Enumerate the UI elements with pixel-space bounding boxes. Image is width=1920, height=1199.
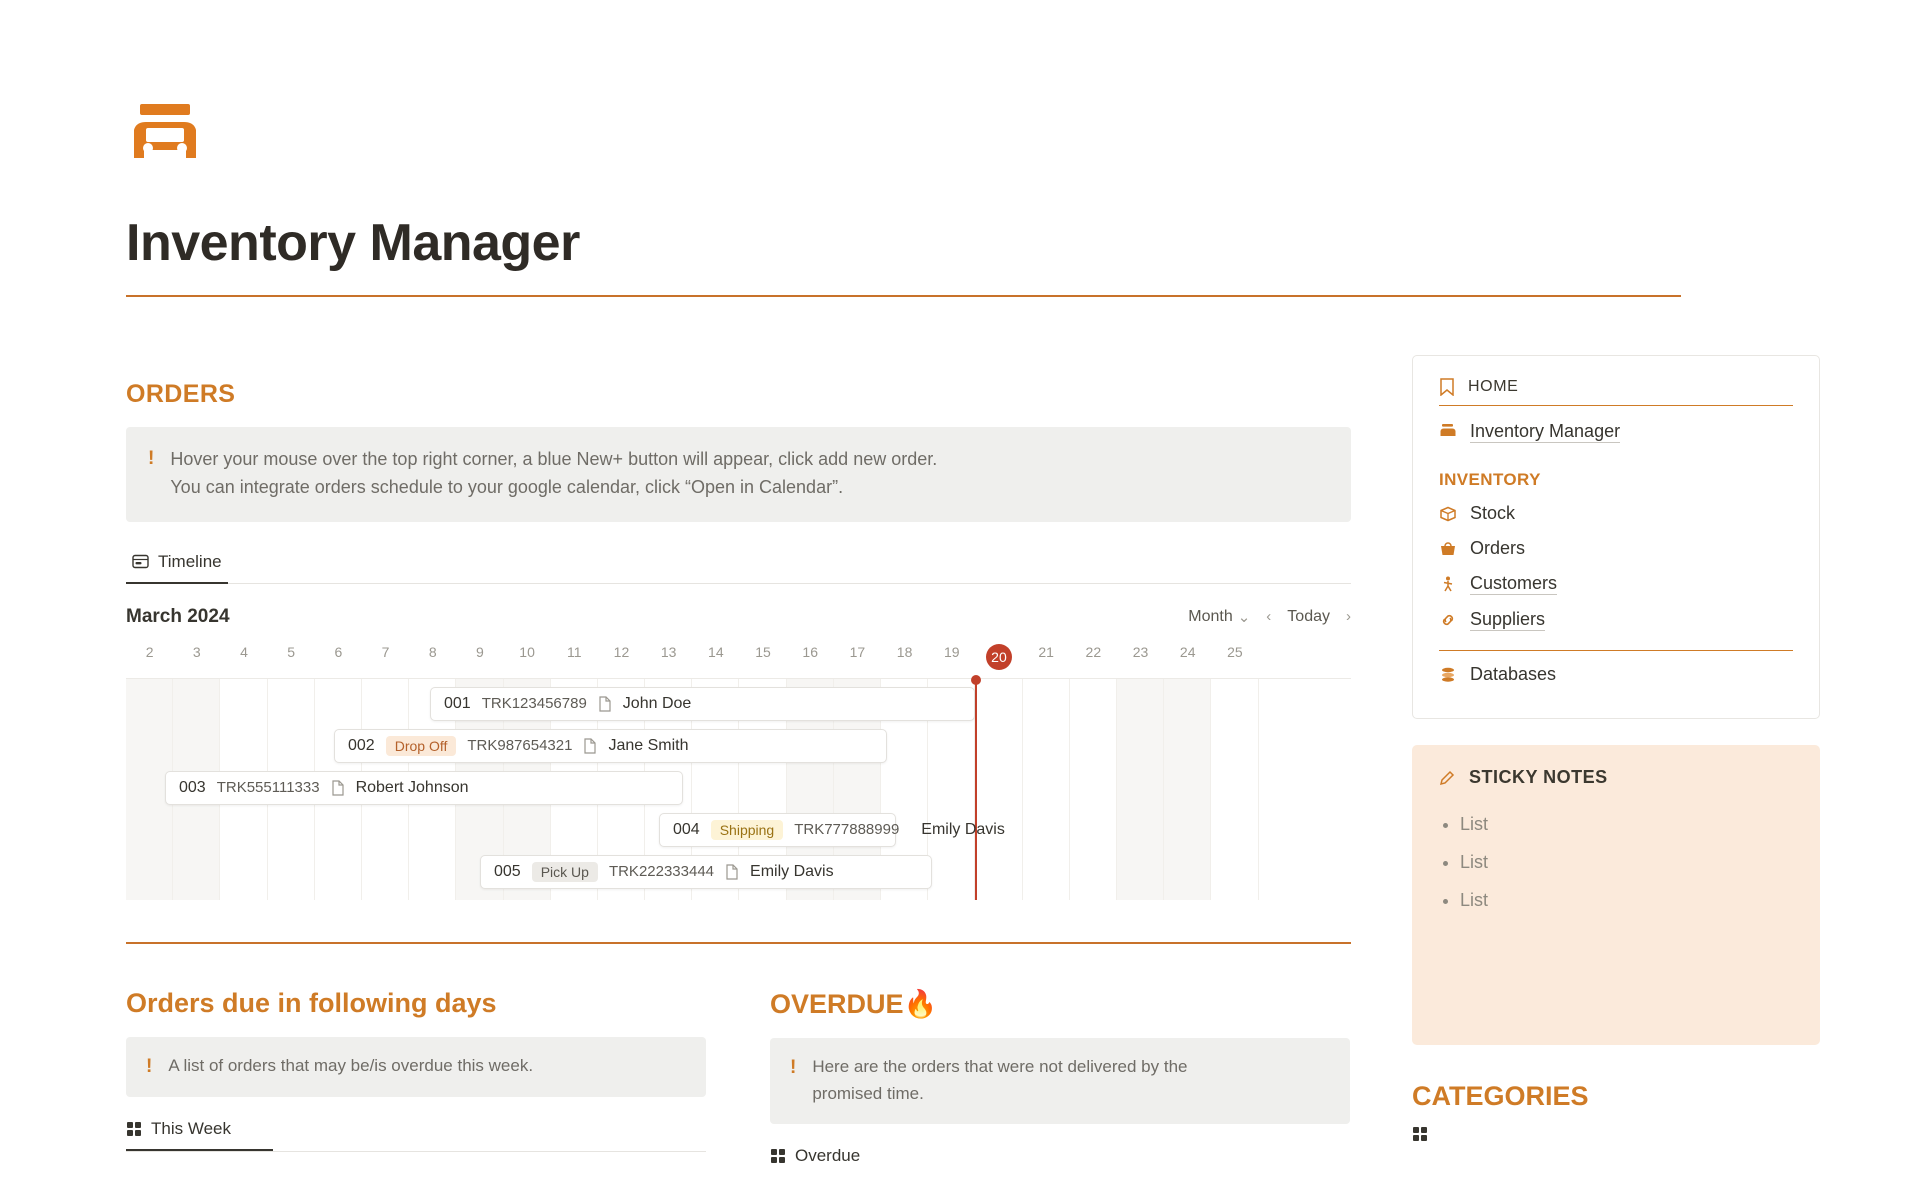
date-cell: 10 bbox=[519, 643, 535, 660]
date-cell: 5 bbox=[287, 643, 296, 660]
date-cell: 16 bbox=[802, 643, 818, 660]
sidebar-item-label: Databases bbox=[1470, 664, 1557, 684]
sidebar-item-orders[interactable] bbox=[1439, 531, 1793, 566]
tab-timeline-label: Timeline bbox=[158, 551, 222, 571]
timeline-header bbox=[126, 606, 1351, 628]
grid-icon bbox=[770, 1148, 786, 1164]
sticky-notes-list bbox=[1438, 814, 1794, 911]
date-cell: 3 bbox=[192, 643, 201, 660]
date-cell: 11 bbox=[567, 643, 582, 660]
sidebar-item-label: Suppliers bbox=[1470, 609, 1546, 629]
order-tracking: TRK555111333 bbox=[216, 779, 320, 797]
link-icon bbox=[1439, 611, 1457, 629]
bottom-columns bbox=[126, 988, 1351, 1176]
sidebar-inventory-label: INVENTORY bbox=[1439, 470, 1541, 489]
today-marker-line bbox=[975, 679, 977, 900]
orders-section-title: ORDERS bbox=[126, 380, 236, 408]
date-cell: 8 bbox=[428, 643, 437, 660]
sidebar-item-suppliers[interactable] bbox=[1439, 602, 1793, 638]
overdue-callout bbox=[770, 1038, 1350, 1124]
timeline-month: March 2024 bbox=[126, 605, 230, 627]
due-soon-callout-text: A list of orders that may be/is overdue this week. bbox=[168, 1055, 534, 1075]
date-cell: 2 bbox=[145, 643, 154, 660]
tab-overdue[interactable] bbox=[770, 1146, 917, 1176]
orders-callout-line1: Hover your mouse over the top right corner, a blue New+ button will appear, click add new order. bbox=[170, 449, 938, 469]
title-divider bbox=[126, 295, 1681, 297]
date-cell: 12 bbox=[613, 643, 630, 660]
order-status-chip: Shipping bbox=[711, 820, 784, 840]
nav-card bbox=[1412, 355, 1820, 719]
tab-this-week[interactable] bbox=[126, 1119, 273, 1151]
tab-overdue-label: Overdue bbox=[795, 1145, 861, 1165]
timeline-view-label: Month bbox=[1188, 607, 1233, 625]
timeline-bar-001[interactable] bbox=[430, 687, 975, 721]
date-cell: 7 bbox=[381, 643, 390, 660]
chevron-down-icon: ⌄ bbox=[1237, 608, 1251, 626]
section-divider bbox=[126, 942, 1351, 944]
date-cell: 22 bbox=[1085, 643, 1102, 660]
timeline-body bbox=[126, 678, 1351, 900]
date-cell: 4 bbox=[240, 643, 248, 660]
date-cell-today bbox=[975, 644, 1022, 670]
grid-icon bbox=[126, 1121, 142, 1137]
date-cell: 25 bbox=[1227, 643, 1243, 660]
tab-timeline[interactable] bbox=[126, 544, 228, 584]
sidebar-home-label: HOME bbox=[1468, 378, 1519, 395]
order-number: 005 bbox=[494, 862, 521, 880]
sticky-notes-title: STICKY NOTES bbox=[1469, 767, 1608, 787]
order-customer: Robert Johnson bbox=[355, 778, 469, 796]
page-header bbox=[126, 100, 1356, 297]
categories-title: CATEGORIES bbox=[1412, 1081, 1589, 1111]
timeline-bar-005[interactable] bbox=[480, 855, 932, 889]
exclamation-icon: ! bbox=[148, 448, 155, 469]
timeline-icon bbox=[132, 553, 149, 570]
sidebar-divider bbox=[1439, 650, 1793, 651]
today-button[interactable]: Today bbox=[1287, 607, 1330, 625]
grid-icon bbox=[1412, 1126, 1428, 1142]
date-cell: 19 bbox=[943, 643, 960, 660]
date-cell: 17 bbox=[849, 643, 866, 660]
main-column bbox=[126, 380, 1356, 1176]
page-icon bbox=[331, 780, 345, 796]
car-small-icon bbox=[1439, 423, 1457, 441]
date-cell: 18 bbox=[896, 643, 913, 660]
date-cell: 24 bbox=[1179, 643, 1196, 660]
order-number: 003 bbox=[179, 778, 206, 796]
sidebar-item-label: Stock bbox=[1470, 503, 1516, 523]
timeline-date-axis bbox=[126, 644, 1351, 670]
order-number: 004 bbox=[673, 820, 700, 838]
due-soon-callout bbox=[126, 1037, 706, 1098]
bookmark-icon bbox=[1439, 378, 1455, 396]
order-tracking: TRK222333444 bbox=[608, 863, 715, 881]
order-tracking: TRK123456789 bbox=[481, 695, 587, 713]
orders-callout bbox=[126, 427, 1351, 522]
date-cell: 15 bbox=[755, 643, 771, 660]
order-status-chip: Drop Off bbox=[386, 736, 457, 756]
list-item[interactable]: • List bbox=[1460, 890, 1794, 911]
sidebar-item-databases[interactable] bbox=[1439, 657, 1793, 692]
sidebar-item-stock[interactable] bbox=[1439, 496, 1793, 531]
due-soon-divider bbox=[126, 1151, 706, 1152]
sticky-notes-header bbox=[1438, 767, 1794, 788]
due-soon-title: Orders due in following days bbox=[126, 987, 497, 1018]
overdue-column bbox=[770, 988, 1350, 1176]
sidebar-item-customers[interactable] bbox=[1439, 566, 1793, 602]
order-tracking: TRK987654321 bbox=[467, 737, 573, 755]
sidebar-item-label: Inventory Manager bbox=[1470, 421, 1621, 441]
due-soon-column bbox=[126, 988, 706, 1176]
page-title: Inventory Manager bbox=[126, 214, 580, 272]
today-pill: 20 bbox=[986, 644, 1012, 670]
order-status-chip: Pick Up bbox=[532, 862, 598, 882]
timeline-view-select[interactable] bbox=[1188, 608, 1250, 626]
box-icon bbox=[1439, 505, 1457, 523]
orders-icon bbox=[1439, 540, 1457, 558]
date-cell: 14 bbox=[708, 643, 724, 660]
sticky-notes-card bbox=[1412, 745, 1820, 1045]
orders-tabbar bbox=[126, 544, 1351, 584]
order-number: 002 bbox=[348, 736, 375, 754]
timeline-controls bbox=[1188, 608, 1351, 626]
date-cell: 6 bbox=[334, 643, 343, 660]
page-icon bbox=[598, 696, 612, 712]
categories-grid-icon bbox=[1412, 1126, 1820, 1147]
orders-callout-line2: You can integrate orders schedule to your google calendar, click “Open in Calendar”. bbox=[170, 477, 844, 498]
sidebar-item-inventory-manager[interactable] bbox=[1439, 414, 1793, 450]
overdue-callout-line2: promised time. bbox=[812, 1083, 924, 1103]
person-icon bbox=[1439, 575, 1457, 593]
order-customer: Jane Smith bbox=[608, 736, 689, 754]
order-customer: Emily Davis bbox=[921, 820, 1005, 838]
date-cell: 9 bbox=[476, 643, 484, 660]
date-cell: 23 bbox=[1132, 643, 1149, 660]
timeline-bar-004[interactable] bbox=[659, 813, 1005, 847]
car-icon bbox=[126, 100, 204, 176]
order-customer: Emily Davis bbox=[750, 862, 834, 880]
exclamation-icon: ! bbox=[790, 1056, 797, 1078]
sidebar-item-label: Customers bbox=[1470, 573, 1558, 593]
page-icon bbox=[725, 864, 739, 880]
sidebar-home-header bbox=[1439, 378, 1793, 406]
list-item[interactable]: • List bbox=[1460, 814, 1794, 835]
sidebar-item-label: Orders bbox=[1470, 538, 1526, 558]
timeline-bar-003[interactable] bbox=[165, 771, 683, 805]
right-sidebar bbox=[1412, 355, 1820, 1147]
order-number: 001 bbox=[444, 694, 471, 712]
overdue-title: OVERDUE🔥 bbox=[770, 988, 938, 1019]
next-arrow-icon[interactable]: › bbox=[1346, 608, 1351, 626]
order-customer: John Doe bbox=[622, 694, 692, 712]
database-icon bbox=[1439, 666, 1457, 684]
pencil-icon bbox=[1438, 769, 1456, 787]
tab-this-week-label: This Week bbox=[151, 1119, 231, 1139]
exclamation-icon: ! bbox=[146, 1055, 153, 1077]
date-cell: 21 bbox=[1038, 643, 1054, 660]
date-cell: 13 bbox=[660, 643, 677, 660]
overdue-callout-line1: Here are the orders that were not delivered by the bbox=[812, 1056, 1188, 1076]
order-tracking: TRK777888999 bbox=[794, 821, 900, 839]
page-icon bbox=[583, 738, 597, 754]
list-item[interactable]: • List bbox=[1460, 852, 1794, 873]
timeline-bar-002[interactable] bbox=[334, 729, 887, 763]
prev-arrow-icon[interactable]: ‹ bbox=[1266, 608, 1272, 626]
